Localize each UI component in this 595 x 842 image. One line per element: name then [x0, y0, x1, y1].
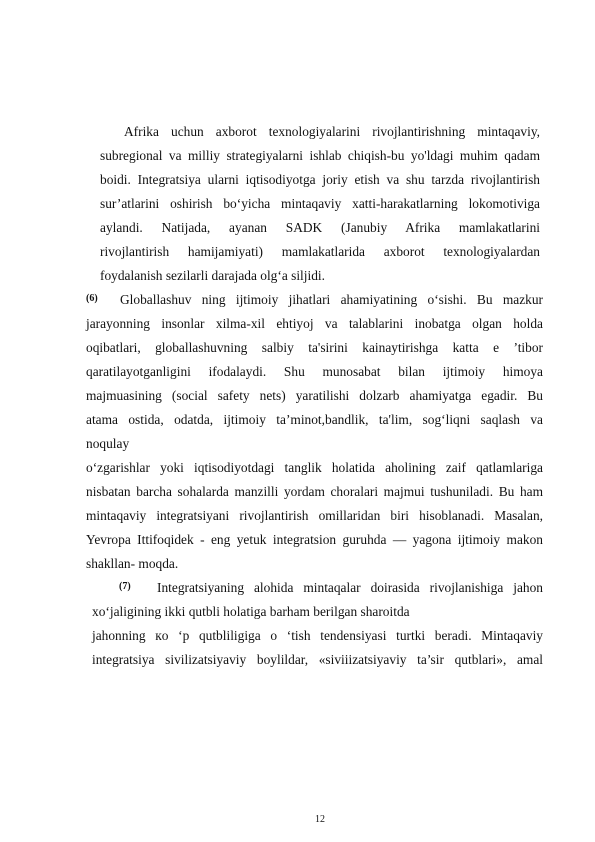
- text-line: nisbatan barcha sohalarda manzilli yordam choralari majmui tushuniladi. Bu ham: [86, 484, 543, 499]
- text-line: Integratsiyaning alohida mintaqalar doirasida rivojlanishiga jahon: [157, 580, 543, 595]
- text-line: shakllan- moqda.: [86, 556, 179, 571]
- text-line: oqibatlari, globallashuvning salbiy ta'sirini kainaytirishga katta e ’tibor: [86, 340, 543, 355]
- text-line: qaratilayotganligini ifodalaydi. Shu munosabat bilan ijtimoiy himoya: [86, 364, 543, 379]
- text-line: mintaqaviy integratsiyani rivojlantirish omillaridan biri hisoblanadi. Masalan,: [86, 508, 543, 523]
- text-line: foydalanish sezilarli darajada olg‘a siljidi.: [100, 268, 325, 283]
- text-line: atama ostida, odatda, ijtimoiy ta’minot,bandlik, ta'lim, sog‘liqni saqlash va: [86, 412, 543, 427]
- text-line: subregional va milliy strategiyalarni ishlab chiqish-bu yo'ldagi muhim qadam: [100, 148, 540, 163]
- text-line: aylandi. Natijada, ayanan SADK (Janubiy Afrika mamlakatlarini: [100, 220, 540, 235]
- text-line: o‘zgarishlar yoki iqtisodiyotdagi tanglik holatida aholining zaif qatlamlariga: [86, 460, 543, 475]
- text-line: jarayonning insonlar xilma-xil ehtiyoj va talablarini inobatga olgan holda: [86, 316, 543, 331]
- text-line: integratsiya sivilizatsiyaviy boylildar, «siviiizatsiyaviy ta’sir qutblari», amal: [92, 652, 543, 667]
- paragraph-marker: (7): [119, 581, 131, 592]
- text-line: rivojlantirish hamijamiyati) mamlakatlarida axborot texnologiyalardan: [100, 244, 540, 259]
- text-line: boidi. Integratsiya ularni iqtisodiyotga joriy etish va shu tarzda rivojlantirish: [100, 172, 540, 187]
- paragraph-marker: (6): [86, 293, 98, 304]
- text-line: noqulay: [86, 436, 130, 451]
- text-line: majmuasining (social safety nets) yaratilishi dolzarb ahamiyatga egadir. Bu: [86, 388, 543, 403]
- text-line: jahonning кo ‘p qutbliligiga o ‘tish tendensiyasi turtki beradi. Mintaqaviy: [92, 628, 543, 643]
- text-line: xo‘jaligining ikki qutbli holatiga barham berilgan sharoitda: [92, 604, 410, 619]
- text-line: Afrika uchun axborot texnologiyalarini rivojlantirishning mintaqaviy,: [124, 124, 540, 139]
- text-line: Yevropa Ittifoqidek - eng yetuk integratsion guruhda — yagona ijtimoiy makon: [86, 532, 543, 547]
- page-number: 12: [315, 814, 325, 825]
- text-line: sur’atlarini oshirish bo‘yicha mintaqaviy xatti-harakatlarning lokomotiviga: [100, 196, 540, 211]
- text-line: Globallashuv ning ijtimoiy jihatlari ahamiyatining o‘sishi. Bu mazkur: [120, 292, 543, 307]
